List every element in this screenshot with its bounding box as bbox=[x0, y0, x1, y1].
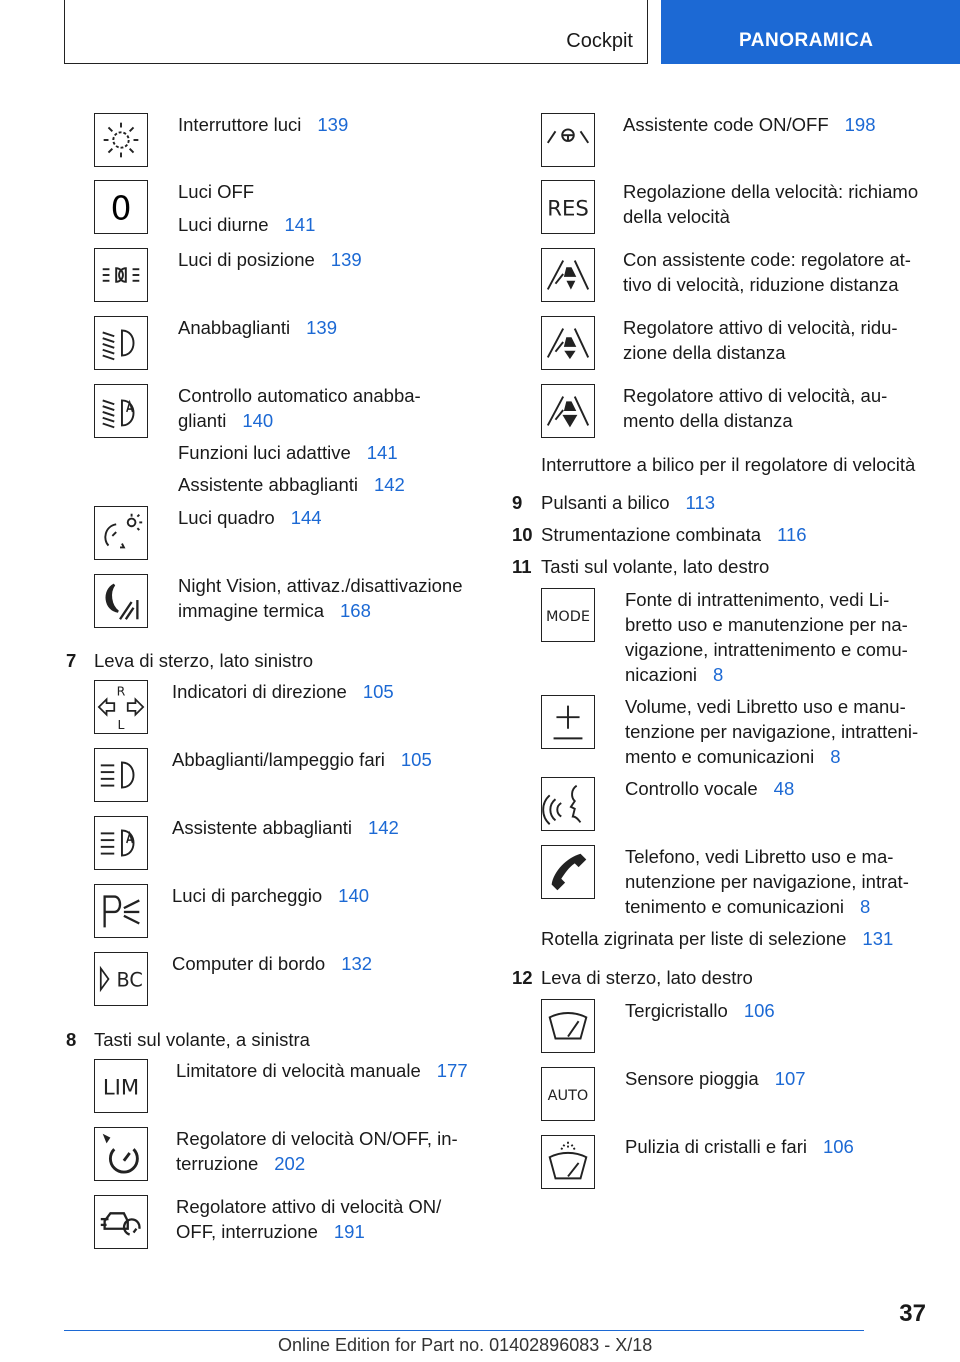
parking-light-icon bbox=[94, 884, 148, 938]
wiper-icon bbox=[541, 999, 595, 1053]
phone-icon bbox=[541, 845, 595, 899]
list-item: Pulizia di cristalli e fari 106 bbox=[625, 1136, 854, 1157]
section-number: 12 bbox=[512, 967, 533, 988]
list-item: Assistente abbaglianti 142 bbox=[172, 817, 399, 838]
list-item: tenimento e comunicazioni 8 bbox=[625, 896, 871, 917]
list-item: Strumentazione combinata 116 bbox=[541, 524, 807, 545]
list-item: Luci di parcheggio 140 bbox=[172, 885, 370, 906]
list-item: immagine termica 168 bbox=[178, 600, 371, 621]
section-title: Cockpit bbox=[566, 30, 633, 52]
section-number: 11 bbox=[512, 556, 532, 577]
section-title: Tasti sul volante, lato destro bbox=[541, 556, 770, 577]
list-item: Regolazione della velocità: richiamo bbox=[623, 181, 919, 202]
list-item: glianti 140 bbox=[178, 410, 274, 431]
list-item: vigazione, intrattenimento e comu- bbox=[625, 639, 908, 660]
page-ref-link[interactable]: 105 bbox=[400, 749, 432, 770]
list-item: Telefono, vedi Libretto uso e ma- bbox=[625, 846, 894, 867]
zero-icon bbox=[94, 180, 148, 234]
list-item: nicazioni 8 bbox=[625, 664, 724, 685]
turn-signal-icon bbox=[94, 680, 148, 734]
svg-text:BC: BC bbox=[116, 968, 143, 992]
list-item: Pulsanti a bilico 113 bbox=[541, 492, 716, 513]
list-item: Luci quadro 144 bbox=[178, 507, 322, 528]
distance-increase-icon bbox=[541, 384, 595, 438]
parking-lights-icon bbox=[94, 248, 148, 302]
res-icon bbox=[541, 180, 595, 234]
svg-text:L: L bbox=[117, 717, 125, 733]
section-title: Leva di sterzo, lato destro bbox=[541, 967, 753, 988]
list-item: Volume, vedi Libretto uso e manu- bbox=[625, 696, 906, 717]
page-ref-link[interactable]: 139 bbox=[306, 317, 337, 338]
rocker-switch-text: Interruttore a bilico per il regolatore di velocità bbox=[541, 454, 916, 475]
night-vision-icon bbox=[94, 574, 148, 628]
svg-text:0: 0 bbox=[110, 189, 132, 228]
page-ref-link[interactable]: 139 bbox=[330, 249, 362, 270]
section-number: 8 bbox=[66, 1029, 77, 1050]
light-switch-icon bbox=[94, 113, 148, 167]
svg-text:RES: RES bbox=[547, 195, 589, 221]
page-ref-link[interactable]: 116 bbox=[777, 524, 807, 545]
cruise-control-icon bbox=[94, 1127, 148, 1181]
svg-text:AUTO: AUTO bbox=[547, 1087, 589, 1104]
list-item: Limitatore di velocità manuale 177 bbox=[176, 1060, 468, 1081]
list-item: Fonte di intrattenimento, vedi Li- bbox=[625, 589, 890, 610]
header-section-box bbox=[64, 0, 648, 64]
distance-reduce-2-icon bbox=[541, 316, 595, 370]
page-ref-link[interactable]: 142 bbox=[367, 817, 399, 838]
page-ref-link[interactable]: 142 bbox=[373, 474, 405, 495]
low-beam-icon bbox=[94, 316, 148, 370]
page-ref-link[interactable]: 48 bbox=[773, 778, 795, 799]
list-item: Interruttore luci 139 bbox=[178, 114, 349, 135]
page-ref-link[interactable]: 113 bbox=[685, 492, 716, 513]
list-item: Luci diurne 141 bbox=[178, 214, 316, 235]
active-cruise-icon bbox=[94, 1195, 148, 1249]
list-item: Assistente code ON/OFF 198 bbox=[623, 114, 876, 135]
list-item: terruzione 202 bbox=[176, 1153, 306, 1174]
section-title: Tasti sul volante, a sinistra bbox=[94, 1029, 310, 1050]
section-number: 9 bbox=[512, 492, 523, 513]
list-item: Regolatore attivo di velocità ON/ bbox=[176, 1196, 442, 1217]
page-ref-link[interactable]: 144 bbox=[290, 507, 322, 528]
high-beam-assist-icon bbox=[94, 816, 148, 870]
mode-icon bbox=[541, 588, 595, 642]
page-ref-link[interactable]: 132 bbox=[341, 953, 373, 974]
page-ref-link[interactable]: 131 bbox=[862, 928, 894, 949]
list-item: Tergicristallo 106 bbox=[625, 1000, 775, 1021]
list-item: Funzioni luci adattive 141 bbox=[178, 442, 398, 463]
list-item: Luci di posizione 139 bbox=[178, 249, 362, 270]
list-item: Indicatori di direzione 105 bbox=[172, 681, 394, 702]
page-ref-link[interactable]: 177 bbox=[436, 1060, 468, 1081]
list-item: Regolatore attivo di velocità, ridu- bbox=[623, 317, 898, 338]
list-item: mento e comunicazioni 8 bbox=[625, 746, 841, 767]
list-item: Con assistente code: regolatore at- bbox=[623, 249, 911, 270]
svg-text:R: R bbox=[116, 683, 126, 699]
list-item: Assistente abbaglianti 142 bbox=[178, 474, 405, 495]
list-item: tenzione per navigazione, intratteni- bbox=[625, 721, 919, 742]
list-item: Anabbaglianti 139 bbox=[178, 317, 337, 338]
list-item: Controllo automatico anabba- bbox=[178, 385, 421, 406]
section-title: Leva di sterzo, lato sinistro bbox=[94, 650, 314, 671]
instrument-lighting-icon bbox=[94, 506, 148, 560]
list-item: bretto uso e manutenzione per na- bbox=[625, 614, 908, 635]
list-item: mento della distanza bbox=[623, 410, 793, 431]
page-ref-link[interactable]: 106 bbox=[743, 1000, 775, 1021]
list-item: zione della distanza bbox=[623, 342, 786, 363]
auto-low-beam-icon bbox=[94, 384, 148, 438]
distance-reduce-icon bbox=[541, 248, 595, 302]
volume-icon bbox=[541, 695, 595, 749]
voice-control-icon bbox=[541, 777, 595, 831]
svg-text:LIM: LIM bbox=[102, 1074, 140, 1100]
page-ref-link[interactable]: 8 bbox=[713, 664, 724, 685]
page-ref-link[interactable]: 198 bbox=[844, 114, 876, 135]
list-item: Controllo vocale 48 bbox=[625, 778, 795, 799]
list-item: Rotella zigrinata per liste di selezione 131 bbox=[541, 928, 894, 949]
svg-text:MODE: MODE bbox=[545, 608, 591, 625]
footer-text: Online Edition for Part no. 01402896083 - X/18 bbox=[278, 1335, 653, 1355]
overview-tab-label: PANORAMICA bbox=[739, 30, 874, 51]
section-number: 7 bbox=[66, 650, 77, 671]
list-item: Regolatore di velocità ON/OFF, in- bbox=[176, 1128, 458, 1149]
page-ref-link[interactable]: 106 bbox=[822, 1136, 854, 1157]
list-item: tivo di velocità, riduzione distanza bbox=[623, 274, 899, 295]
list-item: Regolatore attivo di velocità, au- bbox=[623, 385, 888, 406]
list-item: Night Vision, attivaz./disattivazione bbox=[178, 575, 463, 596]
list-item: Computer di bordo 132 bbox=[172, 953, 373, 974]
page-ref-link[interactable]: 8 bbox=[830, 746, 841, 767]
page-ref-link[interactable]: 140 bbox=[242, 410, 274, 431]
list-item: OFF, interruzione 191 bbox=[176, 1221, 365, 1242]
page-ref-link[interactable]: 202 bbox=[274, 1153, 306, 1174]
page-ref-link[interactable]: 191 bbox=[333, 1221, 365, 1242]
list-item: Abbaglianti/lampeggio fari 105 bbox=[172, 749, 432, 770]
page-number: 37 bbox=[899, 1300, 926, 1327]
page-ref-link[interactable]: 141 bbox=[284, 214, 316, 235]
auto-icon bbox=[541, 1067, 595, 1121]
page-ref-link[interactable]: 141 bbox=[366, 442, 398, 463]
washer-icon bbox=[541, 1135, 595, 1189]
list-item: Sensore pioggia 107 bbox=[625, 1068, 806, 1089]
list-item: Luci OFF bbox=[178, 181, 255, 202]
page-ref-link[interactable]: 168 bbox=[340, 600, 371, 621]
page-ref-link[interactable]: 105 bbox=[362, 681, 394, 702]
bc-icon bbox=[94, 952, 148, 1006]
page-ref-link[interactable]: 107 bbox=[774, 1068, 806, 1089]
high-beam-icon bbox=[94, 748, 148, 802]
page-ref-link[interactable]: 140 bbox=[338, 885, 370, 906]
list-item: della velocità bbox=[623, 206, 730, 227]
traffic-jam-assist-icon bbox=[541, 113, 595, 167]
page-ref-link[interactable]: 139 bbox=[317, 114, 349, 135]
overview-tab[interactable] bbox=[661, 0, 960, 64]
page-ref-link[interactable]: 8 bbox=[860, 896, 871, 917]
lim-icon bbox=[94, 1059, 148, 1113]
list-item: nutenzione per navigazione, intrat- bbox=[625, 871, 909, 892]
section-number: 10 bbox=[512, 524, 533, 545]
footer-divider bbox=[64, 1330, 864, 1331]
